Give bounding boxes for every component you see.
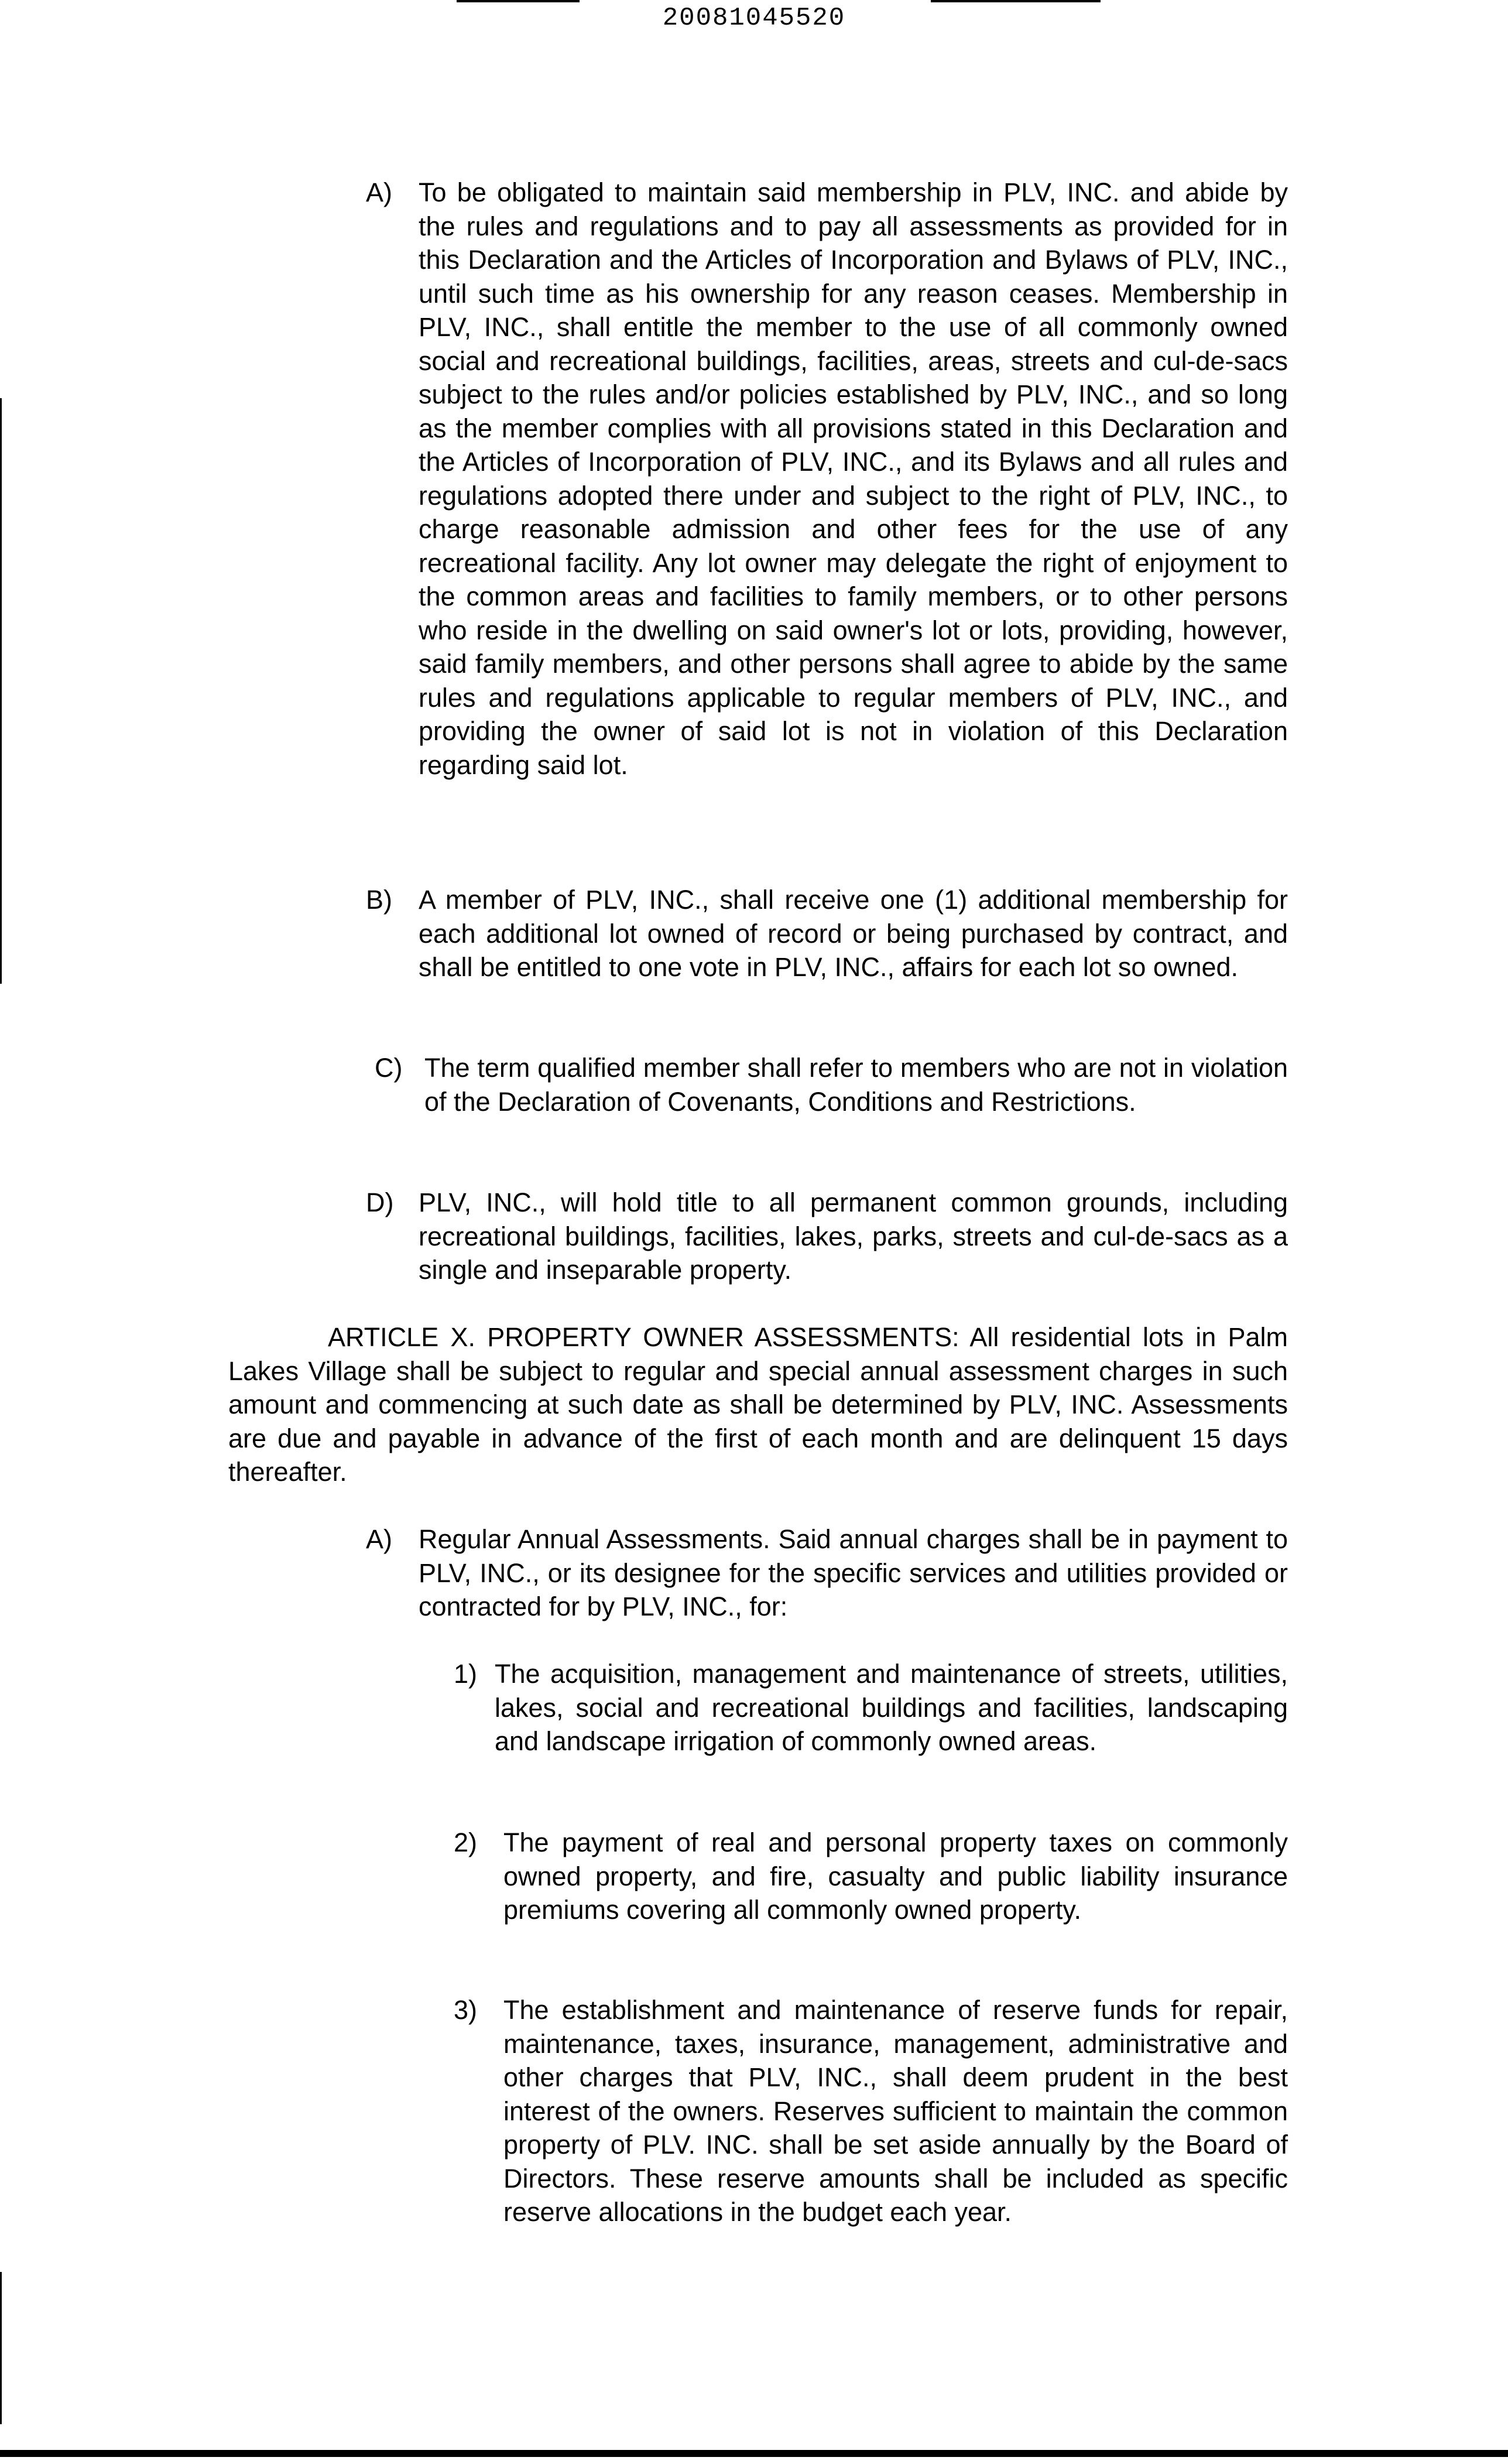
top-edge-line-right [931, 0, 1101, 2]
left-margin-line [0, 398, 2, 984]
left-margin-line-lower [0, 2272, 2, 2424]
item-label: 3) [454, 1995, 478, 2025]
item-text: A member of PLV, INC., shall receive one (1) additional membership for each additional lot owned of record or being purchased by contract, and shall be entitled to one vote in PLV, INC., affairs for each lot so owned. [419, 885, 1288, 982]
item-text: The term qualified member shall refer to members who are not in violation of the Declaration of Covenants, Conditions and Restrictions. [424, 1053, 1288, 1117]
item-text: The acquisition, management and maintenance of streets, utilities, lakes, social and recreational buildings and facilities, landscaping and landscape irrigation of commonly owned areas. [495, 1659, 1288, 1756]
item-label: A) [366, 1524, 392, 1554]
item-label: A) [366, 177, 392, 207]
item-label: D) [366, 1187, 394, 1217]
bottom-border-rule [0, 2450, 1508, 2457]
article-x-paragraph: ARTICLE X. PROPERTY OWNER ASSESSMENTS: All residential lots in Palm Lakes Village shall be subject to regular and special annual assessment charges in such amount and commencing at such date as shall be determined by PLV, INC. Assessments are due and payable in advance of the first of each month and are delinquent 15 days thereafter. [228, 1322, 1288, 1487]
item-label: 1) [454, 1659, 478, 1689]
item-label: C) [375, 1053, 403, 1083]
item-text: PLV, INC., will hold title to all permanent common grounds, including recreational buildings, facilities, lakes, parks, streets and cul-de-sacs as a single and inseparable property. [419, 1187, 1288, 1285]
item-text: Regular Annual Assessments. Said annual charges shall be in payment to PLV, INC., or its designee for the specific services and utilities provided or contracted for by PLV, INC., for: [419, 1524, 1288, 1621]
item-label: 2) [454, 1828, 478, 1857]
item-text: To be obligated to maintain said membership in PLV, INC. and abide by the rules and regulations and to pay all assessments as provided for in this Declaration and the Articles of Incorporation and Bylaws of PLV, INC., until such time as his ownership for any reason ceases. Membership in PLV, INC., shall entitle the member to the use of all commonly owned social and recreational buildings, facilities, areas, streets and cul-de-sacs subject to the rules and/or policies established by PLV, INC., and so long as the member complies with all provisions stated in this Declaration and the Articles of Incorporation of PLV, INC., and its Bylaws and all rules and regulations adopted there under and subject to the right of PLV, INC., to charge reasonable admission and other fees for the use of any recreational facility. Any lot owner may delegate the right of enjoyment to the common areas and facilities to family members, or to other persons who reside in the dwelling on said owner's lot or lots, providing, however, said family members, and other persons shall agree to abide by the same rules and regulations applicable to regular members of PLV, INC., and providing the owner of said lot is not in violation of this Declaration regarding said lot. [419, 177, 1288, 780]
document-number: 20081045520 [662, 4, 846, 33]
item-label: B) [366, 885, 392, 915]
item-text: The payment of real and personal property taxes on commonly owned property, and fire, casualty and public liability insurance premiums covering all commonly owned property. [503, 1828, 1288, 1925]
top-edge-line-left [457, 0, 580, 2]
item-text: The establishment and maintenance of reserve funds for repair, maintenance, taxes, insurance, management, administrative and other charges that PLV, INC., shall deem prudent in the best interest of the owners. Reserves sufficient to maintain the common property of PLV. INC. shall be set aside annually by the Board of Directors. These reserve amounts shall be included as specific reserve allocations in the budget each year. [503, 1995, 1288, 2227]
